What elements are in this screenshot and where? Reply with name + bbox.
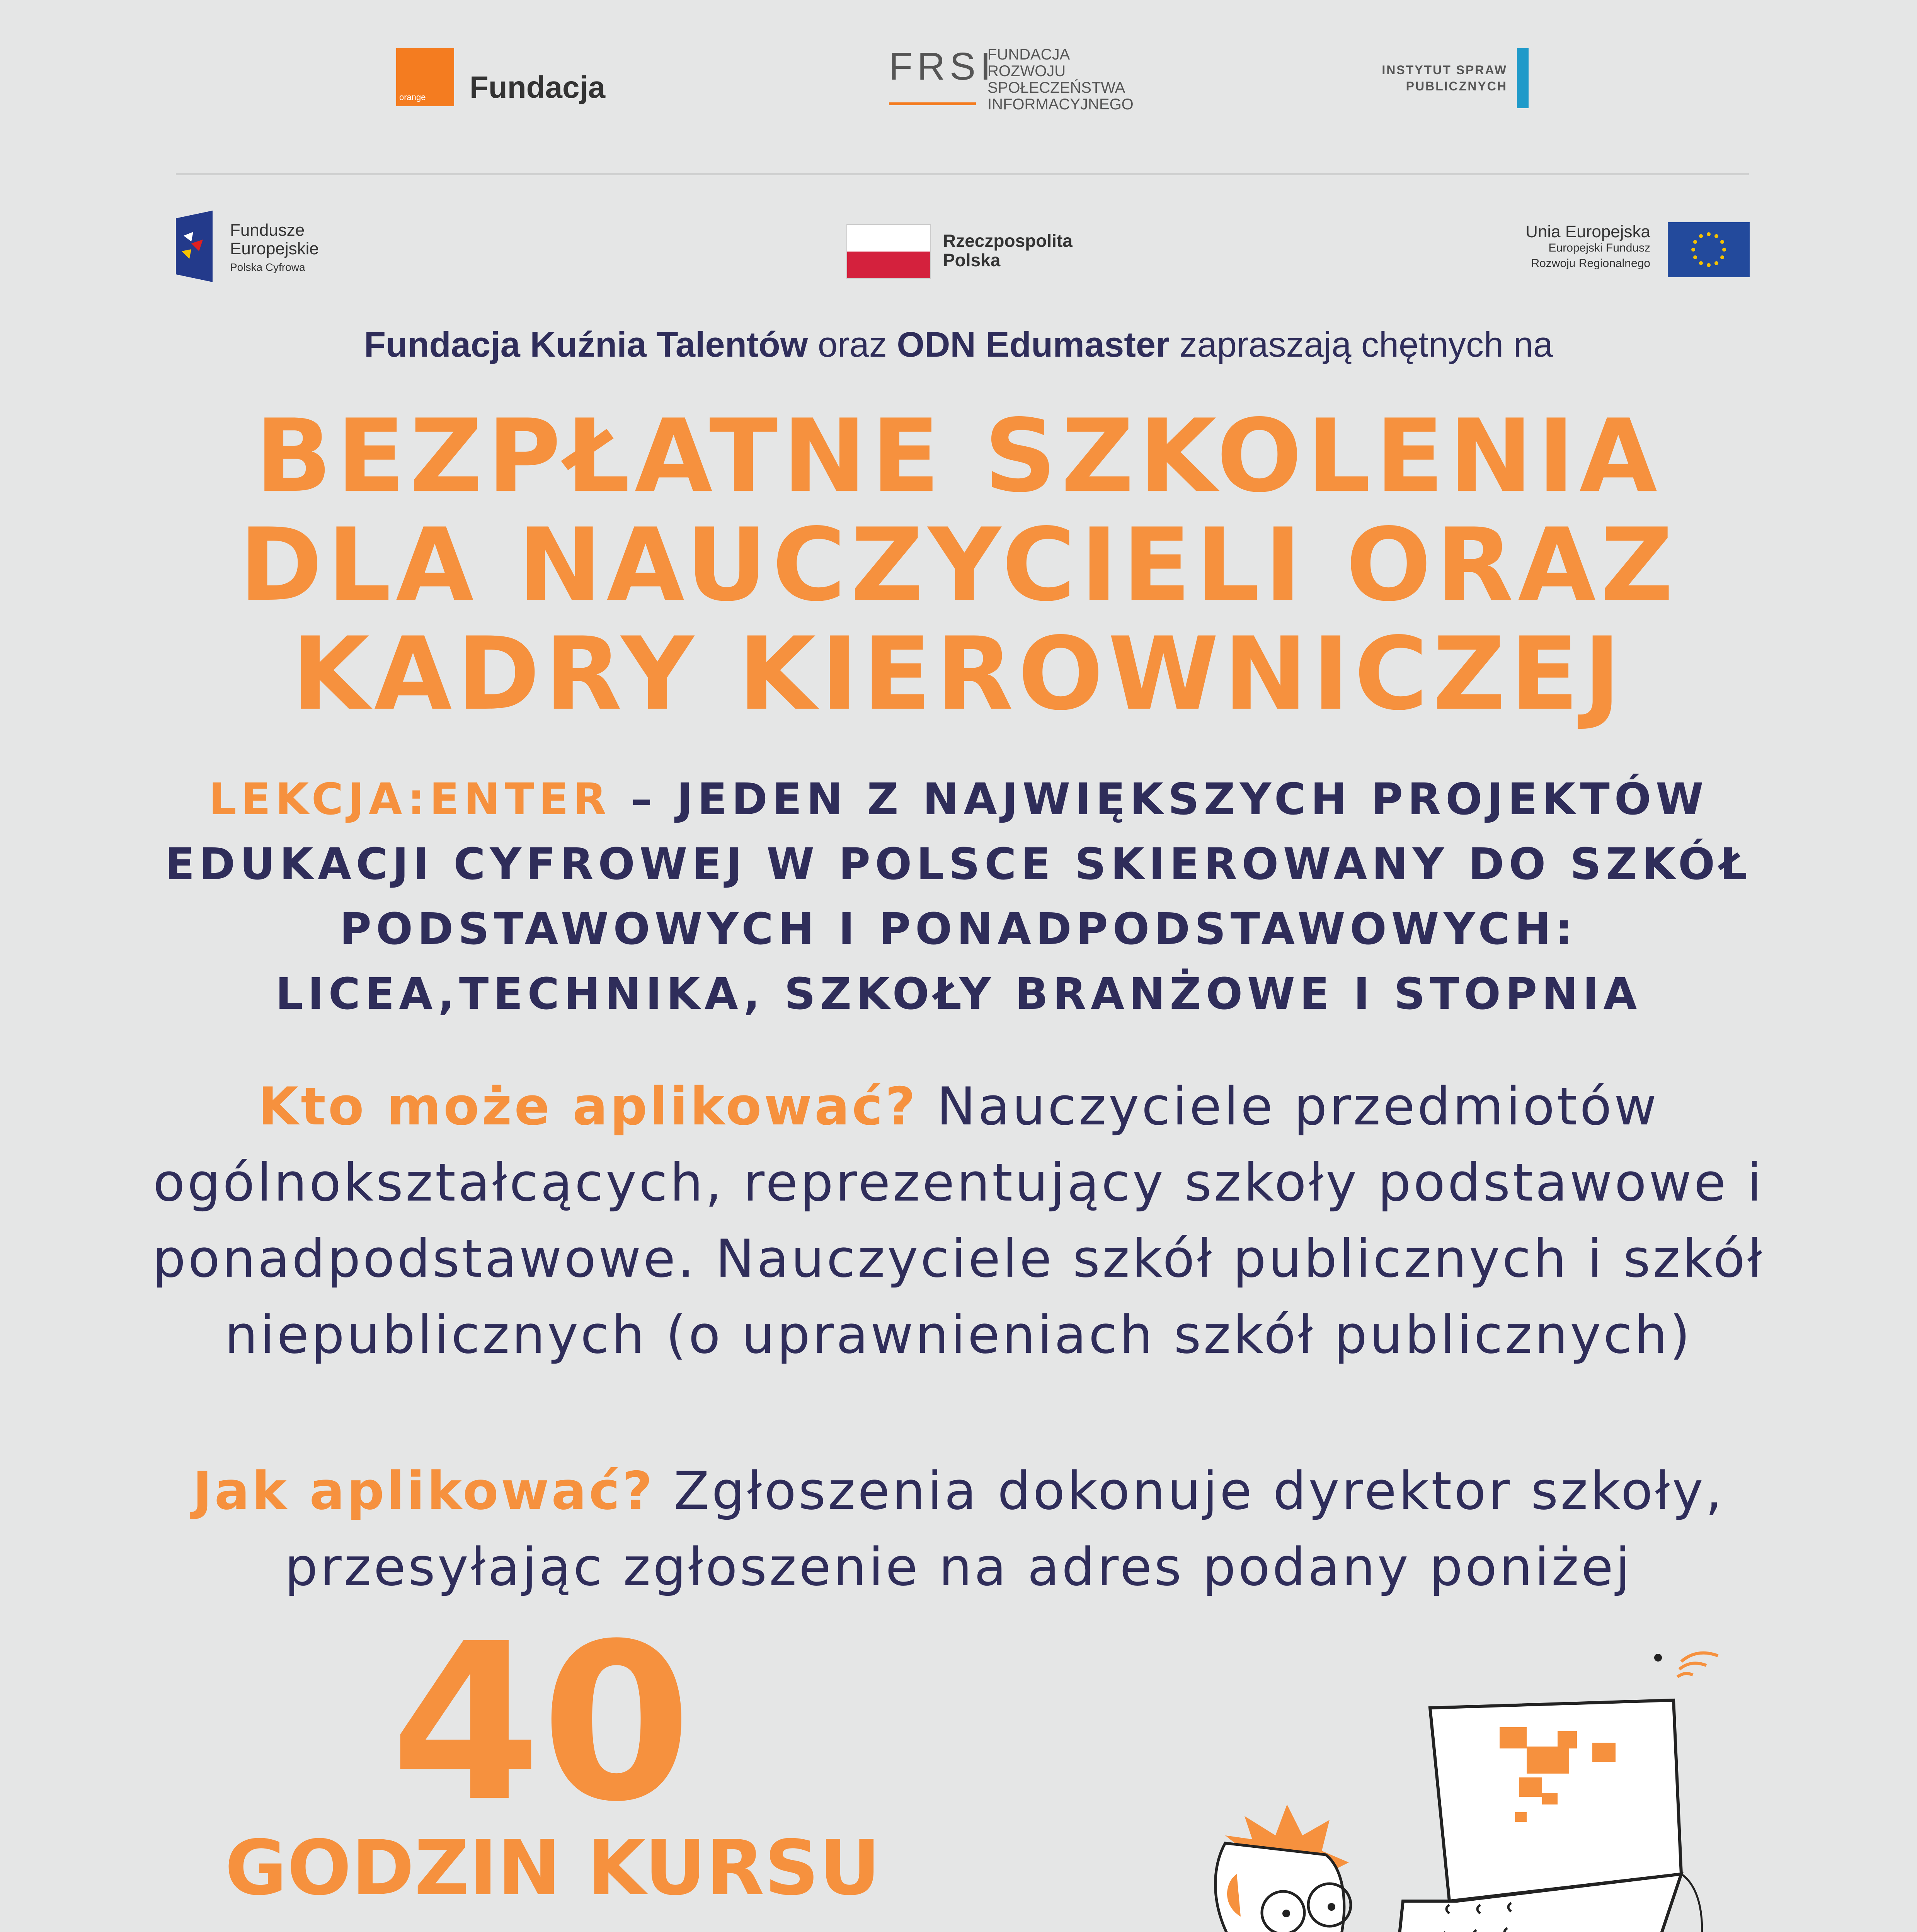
ue-sub-line-2: Rozwoju Regionalnego — [1531, 257, 1650, 270]
project-text: – JEDEN Z NAJWIĘKSZYCH PROJEKTÓW EDUKACJI CYFROWEJ W POLSCE SKIEROWANY DO SZKÓŁ PODSTAWOWYCH I PONADPODSTAWOWYCH: LICEA,TECHNIKA, SZKOŁY BRANŻOWE I STOPNIA — [165, 774, 1752, 1019]
orange-logo-mark — [396, 48, 454, 106]
rzeczpospolita-label — [943, 231, 1073, 270]
project-description — [93, 767, 1824, 1027]
ue-sub-line-1: Europejski Fundusz — [1548, 242, 1650, 254]
how-answer: Zgłoszenia dokonuje dyrektor szkoły, przesyłając zgłoszenie na adres podany poniżej — [284, 1461, 1725, 1597]
fe-line-2: Europejskie — [230, 239, 319, 258]
fundusze-europejskie-label — [230, 221, 319, 277]
how-question: Jak aplikować? — [192, 1461, 655, 1521]
orange-fundacja-label: Fundacja — [470, 70, 606, 104]
hours-label: GODZIN KURSU — [225, 1824, 881, 1912]
fundusze-europejskie-icon — [176, 211, 213, 282]
polish-flag-icon — [846, 224, 931, 279]
project-name: LEKCJA:ENTER — [209, 774, 611, 825]
fe-sub: Polska Cyfrowa — [230, 261, 305, 273]
frsi-logo-underline — [889, 102, 976, 105]
frsi-logo-mark: FRSI — [889, 45, 996, 88]
rp-line-2: Polska — [943, 250, 1001, 270]
main-headline: BEZPŁATNE SZKOLENIA DLA NAUCZYCIELI ORAZ KADRY KIEROWNICZEJ — [239, 398, 1678, 733]
invitation-line — [0, 325, 1917, 365]
invite-org-1: Fundacja Kuźnia Talentów — [364, 325, 808, 364]
frsi-logo-text — [987, 46, 1134, 113]
eu-flag-icon — [1668, 222, 1750, 277]
who-answer: Nauczyciele przedmiotów ogólnokształcących, reprezentujący szkoły podstawowe i ponadpodstawowe. Nauczyciele szkół publicznych i szkół niepublicznych (o uprawnieniach szkół publicznych) — [152, 1076, 1765, 1365]
who-can-apply — [93, 1068, 1824, 1373]
orange-logo-small-text: orange — [399, 92, 426, 102]
isp-logo-text — [1376, 62, 1507, 94]
hours-number: 40 — [390, 1597, 692, 1849]
who-question: Kto może aplikować? — [258, 1076, 918, 1137]
frsi-line-4: INFORMACYJNEGO — [987, 96, 1134, 113]
isp-line-1: INSTYTUT SPRAW — [1382, 63, 1507, 77]
frsi-line-1: FUNDACJA — [987, 46, 1070, 63]
isp-logo-bar — [1517, 48, 1529, 108]
how-to-apply — [93, 1453, 1824, 1605]
rp-line-1: Rzeczpospolita — [943, 231, 1073, 251]
frsi-line-2: ROZWOJU — [987, 63, 1066, 80]
isp-line-2: PUBLICZNYCH — [1406, 79, 1507, 93]
ue-title: Unia Europejska — [1525, 222, 1650, 241]
unia-europejska-label — [1364, 223, 1650, 271]
teacher-laptop-illustration — [1179, 1634, 1759, 1932]
invite-org-2: ODN Edumaster — [897, 325, 1170, 364]
fe-line-1: Fundusze — [230, 221, 305, 240]
invite-rest: zapraszają chętnych na — [1169, 325, 1553, 364]
frsi-line-3: SPOŁECZEŃSTWA — [987, 79, 1125, 96]
header-divider — [176, 173, 1749, 175]
invite-and: oraz — [808, 325, 897, 364]
